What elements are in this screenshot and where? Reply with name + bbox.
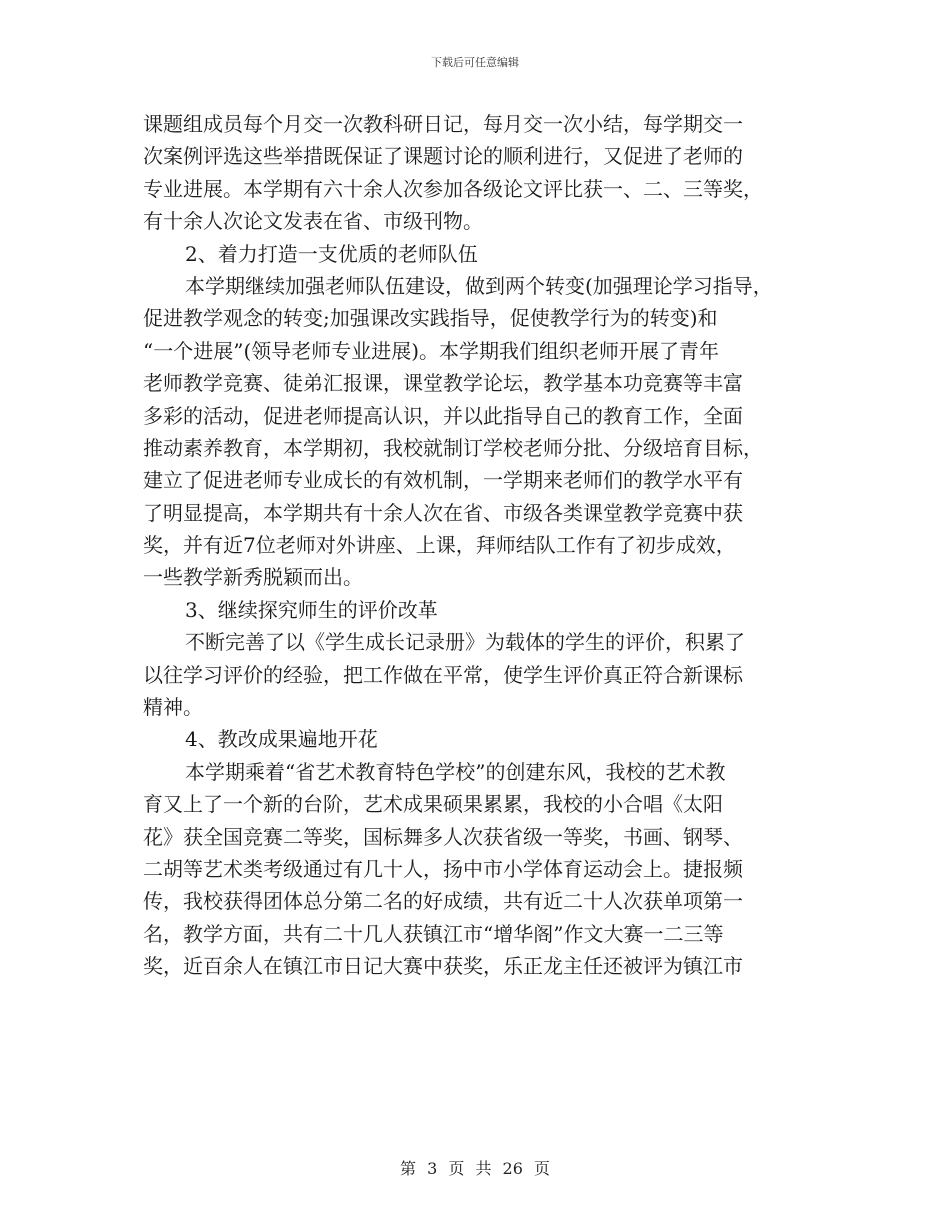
text-line: 促进教学观念的转变;加强课改实践指导，促使教学行为的转变)和 xyxy=(143,306,718,331)
text-line: 老师教学竞赛、徒弟汇报课，课堂教学论坛，教学基本功竞赛等丰富 xyxy=(143,371,743,396)
text-line: 专业进展。本学期有六十余人次参加各级论文评比获一、二、三等奖， xyxy=(143,176,763,201)
text-line: 次案例评选这些举措既保证了课题讨论的顺利进行，又促进了老师的 xyxy=(143,144,743,169)
text-line: 传，我校获得团体总分第二名的好成绩，共有近二十人次获单项第一 xyxy=(143,889,743,914)
text-line: 奖，并有近7位老师对外讲座、上课，拜师结队工作有了初步成效， xyxy=(143,533,736,558)
text-line: 一些教学新秀脱颖而出。 xyxy=(143,565,363,590)
text-line: 不断完善了以《学生成长记录册》为载体的学生的评价，积累了 xyxy=(185,630,745,655)
text-line: 课题组成员每个月交一次教科研日记，每月交一次小结，每学期交一 xyxy=(143,112,743,136)
text-line: 推动素养教育，本学期初，我校就制订学校老师分批、分级培育目标， xyxy=(143,435,763,460)
text-line: 名，教学方面，共有二十几人获镇江市“增华阁”作文大赛一二三等 xyxy=(143,921,724,946)
document-body xyxy=(143,108,815,983)
page-header: 下载后可任意编辑 xyxy=(431,56,519,69)
text-line: 4、教改成果遍地开花 xyxy=(185,727,378,752)
text-line: 精神。 xyxy=(143,695,203,720)
text-line: 2、着力打造一支优质的老师队伍 xyxy=(185,241,478,266)
text-line: “一个进展”(领导老师专业进展)。本学期我们组织老师开展了青年 xyxy=(143,338,720,363)
text-line: 本学期继续加强老师队伍建设，做到两个转变(加强理论学习指导， xyxy=(185,273,773,298)
text-line: 奖，近百余人在镇江市日记大赛中获奖，乐正龙主任还被评为镇江市 xyxy=(143,954,743,979)
page-footer: 第 3 页 共 26 页 xyxy=(400,1159,550,1178)
text-line: 二胡等艺术类考级通过有几十人，扬中市小学体育运动会上。捷报频 xyxy=(143,856,743,881)
text-line: 育又上了一个新的台阶，艺术成果硕果累累，我校的小合唱《太阳 xyxy=(143,792,723,817)
text-line: 以往学习评价的经验，把工作做在平常，使学生评价真正符合新课标 xyxy=(143,662,743,687)
text-line: 了明显提高，本学期共有十余人次在省、市级各类课堂教学竞赛中获 xyxy=(143,500,743,525)
text-line: 花》获全国竞赛二等奖，国标舞多人次获省级一等奖，书画、钢琴、 xyxy=(143,824,743,849)
text-line: 建立了促进老师专业成长的有效机制，一学期来老师们的教学水平有 xyxy=(143,468,743,493)
text-line: 有十余人次论文发表在省、市级刊物。 xyxy=(143,209,483,234)
text-line: 3、继续探究师生的评价改革 xyxy=(185,597,438,622)
text-line: 多彩的活动，促进老师提高认识，并以此指导自己的教育工作，全面 xyxy=(143,403,743,428)
text-line: 本学期乘着“省艺术教育特色学校”的创建东风，我校的艺术教 xyxy=(185,759,726,784)
